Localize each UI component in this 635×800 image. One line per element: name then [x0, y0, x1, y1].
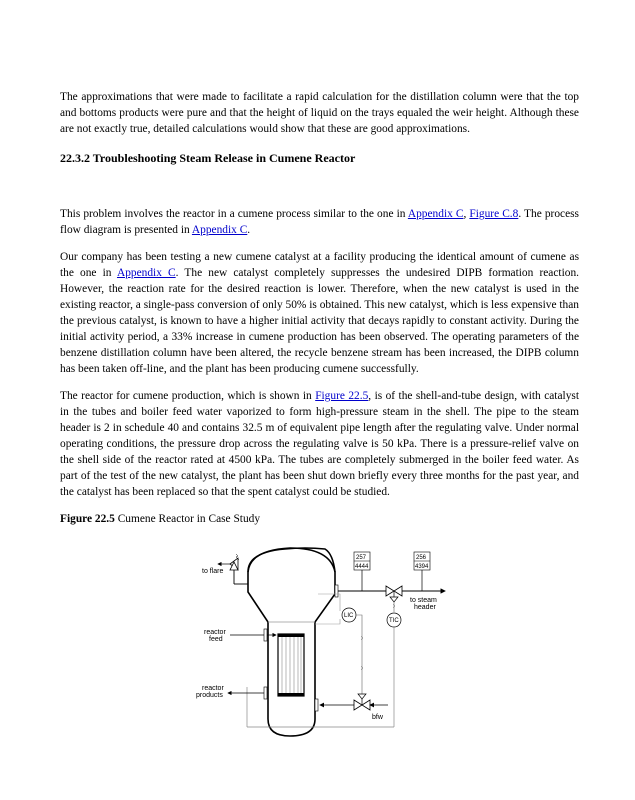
- lic-controller: [315, 594, 363, 694]
- flag-257: [354, 552, 370, 591]
- label-reactor-products-1: reactor: [202, 685, 224, 692]
- link-appendix-c[interactable]: Appendix C: [191, 224, 248, 236]
- link-figure-c8[interactable]: Figure C.8: [469, 208, 519, 220]
- flag2-bottom: 4394: [415, 564, 429, 570]
- text: . The new catalyst completely suppresses the undesired DIPB formation reaction. However, the reaction rate for the desired reaction is lower. Therefore, when the new catalyst is used in the existing reactor, a single-pass conversion of only 50% is obtained. This new catalyst, which is less expensive than the previous catalyst, is known to have a higher initial activity that decays rapidly to constant activity. During the initial activity period, a 33% increase in cumene production has been observed. The operating parameters of the benzene distillation column have been altered, the recycle benzene stream has been increased, the DIPB column has been taken off-line, and the plant has been producing cumene successfully.: [60, 267, 579, 375]
- flag1-bottom: 4444: [355, 564, 369, 570]
- text: . The process flow diagram is presented in: [60, 208, 579, 236]
- text: This problem involves the reactor in a cumene process similar to the one in: [60, 208, 408, 220]
- link-appendix-c[interactable]: Appendix C: [407, 208, 464, 220]
- label-to-steam: to steam: [410, 597, 437, 604]
- flag2-top: 256: [416, 555, 427, 561]
- label-to-flare: to flare: [202, 568, 224, 575]
- reactor-feed-line: [230, 629, 276, 641]
- label-reactor-feed-1: reactor: [204, 629, 226, 636]
- label-header: header: [414, 604, 436, 611]
- reactor-products-line: [228, 687, 267, 699]
- text: , is of the shell-and-tube design, with catalyst in the tubes and boiler feed water vaporized to form high-pressure steam in the shell. The pipe to the steam header is 2 in schedule 40 and contains 32.5 m of equivalent pipe length after the regulating valve. Under normal operating conditions, the pressure drop across the regulating valve is 50 kPa. There is a pressure-relief valve on the shell side of the reactor rated at 4500 kPa. The tubes are completely submerged in the boiler feed water. As part of the test of the new catalyst, the plant has been shut down briefly every three months for the past year, and the catalyst has been replaced so that the spent catalyst could be studied.: [60, 390, 579, 498]
- label-reactor-feed-2: feed: [209, 636, 223, 643]
- reactor-diagram-svg: [190, 544, 450, 740]
- bfw-valve: [315, 694, 388, 711]
- catalyst-paragraph: [60, 249, 579, 377]
- flag1-top: 257: [356, 555, 367, 561]
- reactor-paragraph: [60, 388, 579, 500]
- steam-control-valve: [386, 586, 402, 612]
- text: Our company has been testing a new cumene catalyst at a facility producing the identical amount of cumene as the one in: [60, 251, 579, 279]
- document-page: [60, 89, 579, 527]
- flag-256: [414, 552, 430, 591]
- section-heading: 22.3.2 Troubleshooting Steam Release in Cumene Reactor: [60, 151, 356, 165]
- label-bfw: bfw: [372, 714, 383, 721]
- figure-caption-text: Cumene Reactor in Case Study: [114, 513, 261, 525]
- tic-controller: [247, 613, 401, 727]
- text: ,: [463, 208, 470, 220]
- text: The reactor for cumene production, which is shown in: [60, 390, 316, 402]
- problem-paragraph: [60, 206, 579, 238]
- lic-label: LIC: [344, 613, 354, 619]
- link-figure-22-5[interactable]: Figure 22.5: [315, 390, 369, 402]
- figure-caption: [60, 511, 579, 527]
- tic-label: TIC: [389, 618, 399, 624]
- label-reactor-products-2: products: [196, 692, 223, 699]
- intro-paragraph: The approximations that were made to facilitate a rapid calculation for the distillation column were that the top and bottoms products were pure and that the height of liquid on the trays equaled the weir height. Although these are not exactly true, detailed calculations would show that these are good approximations.: [60, 91, 579, 135]
- tube-bundle: [278, 634, 304, 696]
- text: .: [247, 224, 251, 236]
- reactor-diagram: [190, 544, 450, 740]
- figure-caption-label: Figure 22.5: [60, 513, 115, 525]
- link-appendix-c[interactable]: Appendix C: [116, 267, 176, 279]
